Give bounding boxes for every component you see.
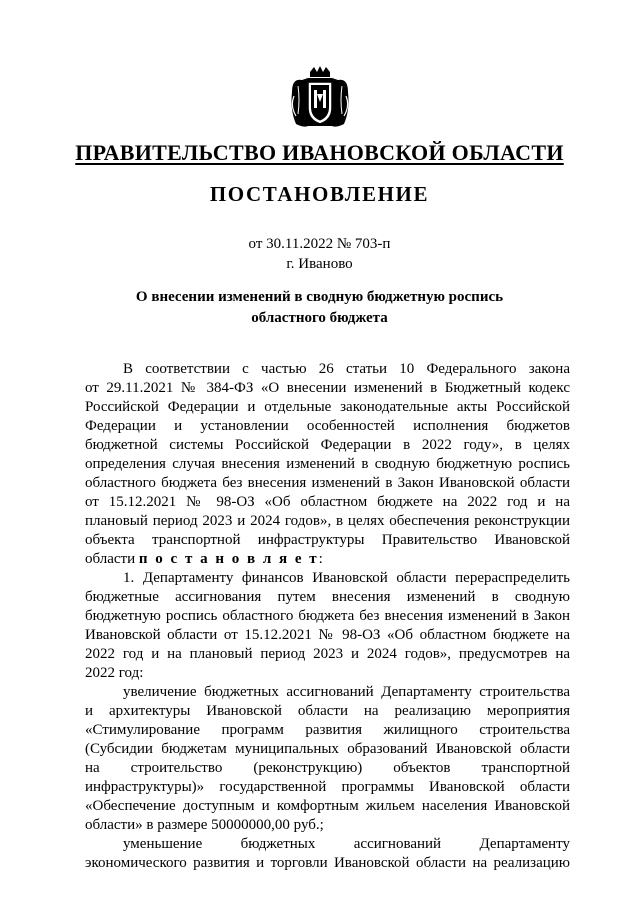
body-line: на строительство (реконструкцию) объектов транспортной bbox=[85, 760, 570, 776]
body-line: объекта транспортной инфраструктуры Правительство Ивановской bbox=[85, 532, 570, 548]
body-line: определения случая внесения изменений в сводную бюджетную роспись bbox=[85, 456, 570, 472]
body-line: 2022 год: bbox=[85, 665, 144, 681]
body-line: «Стимулирование программ развития жилищного строительства bbox=[85, 722, 570, 738]
subject-line-1: О внесении изменений в сводную бюджетную роспись bbox=[135, 289, 504, 305]
body-line: Федерации и установлении особенностей исполнения бюджетов bbox=[85, 418, 570, 434]
body-line: «Обеспечение доступным и комфортным жильем населения Ивановской bbox=[85, 798, 570, 814]
body-line: инфраструктуры)» государственной программы Ивановской области bbox=[85, 779, 570, 795]
subject-line-2: областного бюджета bbox=[251, 310, 388, 326]
document-type: ПОСТАНОВЛЕНИЕ bbox=[209, 182, 430, 206]
body-line: и архитектуры Ивановской области на реализацию мероприятия bbox=[85, 703, 570, 719]
body-line: Российской Федерации и отдельные законодательные акты Российской bbox=[85, 399, 570, 415]
body-line: области» в размере 50000000,00 руб.; bbox=[85, 817, 324, 833]
body-line bbox=[85, 550, 570, 569]
body-line: областного бюджета без внесения изменений в Закон Ивановской области bbox=[85, 475, 570, 491]
body-line: Ивановской области от 15.12.2021 № 98-ОЗ «Об областном бюджете на bbox=[85, 627, 570, 643]
body-line: от 15.12.2021 № 98-ОЗ «Об областном бюджете на 2022 год и на bbox=[85, 494, 570, 510]
body-line: бюджетной системы Российской Федерации в 2022 году», в целях bbox=[85, 437, 570, 453]
body-line: бюджетные ассигнования путем внесения изменений в сводную bbox=[85, 589, 570, 605]
body-line: плановый период 2023 и 2024 годов», в целях обеспечения реконструкции bbox=[85, 513, 570, 529]
coat-of-arms-icon bbox=[288, 66, 352, 130]
body-line: от 29.11.2021 № 384-ФЗ «О внесении изменений в Бюджетный кодекс bbox=[85, 380, 570, 396]
resolution-keyword: п о с т а н о в л я е т bbox=[138, 551, 319, 567]
body-line: увеличение бюджетных ассигнований Департаменту строительства bbox=[123, 684, 570, 700]
body-line: 2022 год и на плановый период 2023 и 2024 годов», предусмотрев на bbox=[85, 646, 570, 662]
body-line: уменьшение бюджетных ассигнований Департаменту bbox=[123, 836, 570, 852]
body-line: В соответствии с частью 26 статьи 10 Федерального закона bbox=[123, 361, 570, 377]
organization-title: ПРАВИТЕЛЬСТВО ИВАНОВСКОЙ ОБЛАСТИ bbox=[75, 140, 564, 165]
body-line: экономического развития и торговли Ивановской области на реализацию bbox=[85, 855, 570, 871]
body-line: 1. Департаменту финансов Ивановской области перераспределить bbox=[123, 570, 570, 586]
body-line: (Субсидии бюджетам муниципальных образований Ивановской области bbox=[85, 741, 570, 757]
document-city: г. Иваново bbox=[286, 256, 353, 272]
body-text: : bbox=[318, 551, 323, 567]
body-line: бюджетную роспись областного бюджета без внесения изменений в Закон bbox=[85, 608, 570, 624]
document-date-number: от 30.11.2022 № 703-п bbox=[248, 236, 391, 252]
body-text: области bbox=[85, 551, 136, 567]
